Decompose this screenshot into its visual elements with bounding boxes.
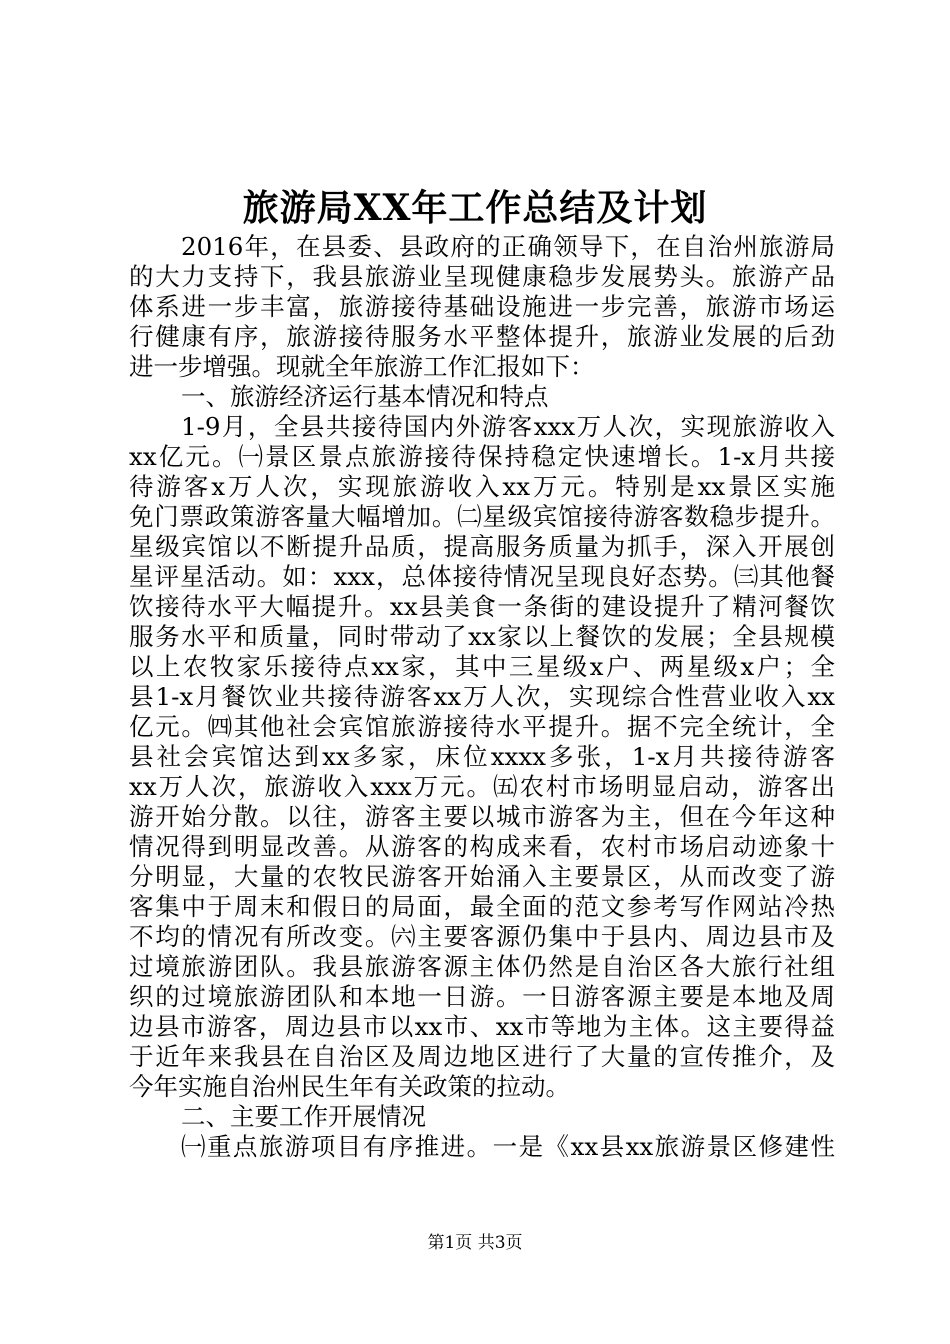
text-line: 星级宾馆以不断提升品质，提高服务质量为抓手，深入开展创 (129, 532, 835, 561)
text-line: 服务水平和质量，同时带动了xx家以上餐饮的发展；全县规模 (129, 622, 835, 651)
text-line: 免门票政策游客量大幅增加。㈡星级宾馆接待游客数稳步提升。 (129, 502, 835, 531)
text-line: 客集中于周末和假日的局面，最全面的范文参考写作网站冷热 (129, 892, 835, 921)
text-line: 行健康有序，旅游接待服务水平整体提升，旅游业发展的后劲 (129, 322, 835, 351)
text-line: 分明显，大量的农牧民游客开始涌入主要景区，从而改变了游 (129, 862, 835, 891)
text-line: 待游客x万人次，实现旅游收入xx万元。特别是xx景区实施 (129, 472, 835, 501)
text-line: 的大力支持下，我县旅游业呈现健康稳步发展势头。旅游产品 (129, 262, 835, 291)
text-line: 织的过境旅游团队和本地一日游。一日游客源主要是本地及周 (129, 982, 835, 1011)
document-title: 旅游局XX年工作总结及计划 (242, 187, 708, 229)
text-line: 星评星活动。如：xxx，总体接待情况呈现良好态势。㈢其他餐 (129, 562, 835, 591)
text-line: 一、旅游经济运行基本情况和特点 (181, 382, 549, 411)
text-line: 进一步增强。现就全年旅游工作汇报如下： (129, 352, 595, 381)
text-line: 情况得到明显改善。从游客的构成来看，农村市场启动迹象十 (129, 832, 835, 861)
text-line: 1-9月，全县共接待国内外游客xxx万人次，实现旅游收入 (181, 412, 835, 441)
text-line: 边县市游客，周边县市以xx市、xx市等地为主体。这主要得益 (129, 1012, 835, 1041)
page-footer: 第1页 共3页 (427, 1233, 523, 1253)
text-line: 亿元。㈣其他社会宾馆旅游接待水平提升。据不完全统计，全 (129, 712, 835, 741)
text-line: 今年实施自治州民生年有关政策的拉动。 (129, 1072, 570, 1101)
document-body (129, 232, 835, 1162)
text-line: 过境旅游团队。我县旅游客源主体仍然是自治区各大旅行社组 (129, 952, 835, 981)
text-line: 于近年来我县在自治区及周边地区进行了大量的宣传推介，及 (129, 1042, 835, 1071)
text-line: 以上农牧家乐接待点xx家，其中三星级x户、两星级x户；全 (129, 652, 835, 681)
text-line: xx万人次，旅游收入xxx万元。㈤农村市场明显启动，游客出 (129, 772, 835, 801)
text-line: 县社会宾馆达到xx多家，床位xxxx多张，1-x月共接待游客 (129, 742, 835, 771)
text-line: ㈠重点旅游项目有序推进。一是《xx县xx旅游景区修建性 (181, 1132, 835, 1161)
text-line: 游开始分散。以往，游客主要以城市游客为主，但在今年这种 (129, 802, 835, 831)
text-line: 县1-x月餐饮业共接待游客xx万人次，实现综合性营业收入xx (129, 682, 835, 711)
text-line: 饮接待水平大幅提升。xx县美食一条街的建设提升了精河餐饮 (129, 592, 835, 621)
text-line: 2016年，在县委、县政府的正确领导下，在自治州旅游局 (181, 232, 835, 261)
text-line: xx亿元。㈠景区景点旅游接待保持稳定快速增长。1-x月共接 (129, 442, 835, 471)
text-line: 体系进一步丰富，旅游接待基础设施进一步完善，旅游市场运 (129, 292, 835, 321)
text-line: 二、主要工作开展情况 (181, 1102, 426, 1131)
text-line: 不均的情况有所改变。㈥主要客源仍集中于县内、周边县市及 (129, 922, 835, 951)
